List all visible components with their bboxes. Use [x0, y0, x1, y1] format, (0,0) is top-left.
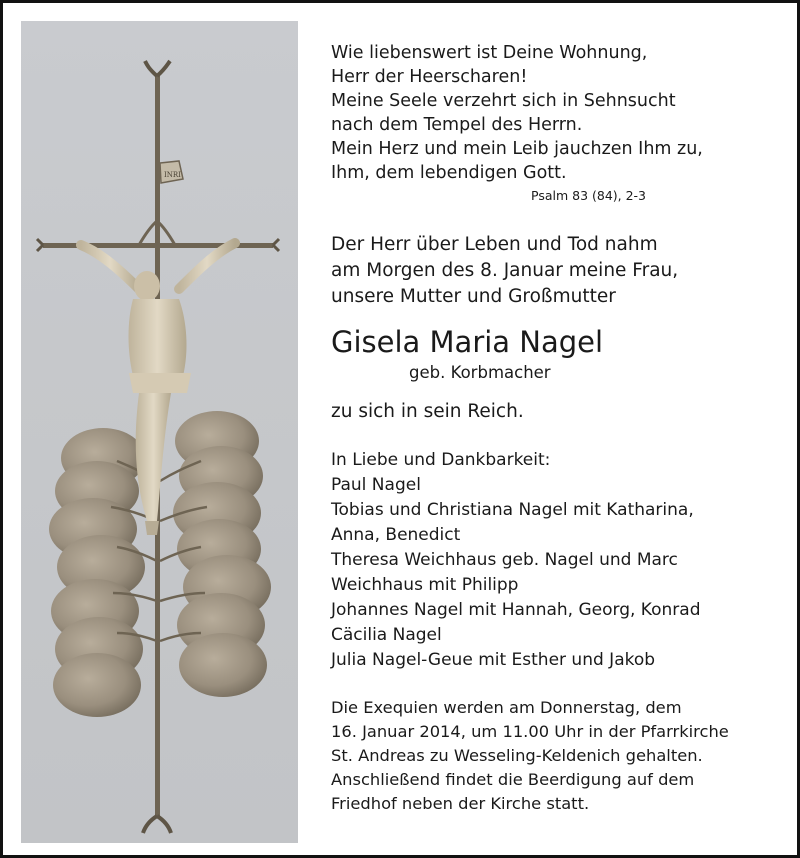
psalm-line: Mein Herz und mein Leib jauchzen Ihm zu, [331, 139, 703, 159]
crucifix-photo [21, 21, 298, 843]
mourner-line: Anna, Benedict [331, 525, 461, 545]
psalm-line: Meine Seele verzehrt sich in Sehnsucht [331, 91, 676, 111]
psalm-line: Ihm, dem lebendigen Gott. [331, 163, 567, 183]
psalm-reference: Psalm 83 (84), 2-3 [531, 188, 647, 203]
maiden-name: geb. Korbmacher [409, 363, 551, 382]
leaf-decoration-right [173, 411, 271, 697]
closing-line: zu sich in sein Reich. [331, 401, 524, 422]
psalm-line: Wie liebenswert ist Deine Wohnung, [331, 43, 648, 63]
funeral-line: St. Andreas zu Wesseling-Keldenich gehalten. [331, 746, 703, 765]
funeral-line: 16. Januar 2014, um 11.00 Uhr in der Pfarrkirche [331, 722, 729, 741]
deceased-name: Gisela Maria Nagel [331, 325, 604, 359]
mourner-line: Paul Nagel [331, 475, 421, 495]
funeral-line: Die Exequien werden am Donnerstag, dem [331, 698, 682, 717]
mourner-line: Theresa Weichhaus geb. Nagel und Marc [331, 550, 678, 570]
mourner-line: Tobias und Christiana Nagel mit Katharina, [331, 500, 694, 520]
inri-tablet-icon [160, 161, 183, 183]
mourner-line: Cäcilia Nagel [331, 625, 442, 645]
mourner-line: Johannes Nagel mit Hannah, Georg, Konrad [331, 600, 701, 620]
announcement-line: Der Herr über Leben und Tod nahm [331, 234, 658, 255]
crucifix-icon [21, 21, 298, 843]
mourners-heading: In Liebe und Dankbarkeit: [331, 450, 551, 470]
psalm-line: nach dem Tempel des Herrn. [331, 115, 583, 135]
svg-text:INRI: INRI [164, 171, 181, 179]
mourner-line: Weichhaus mit Philipp [331, 575, 519, 595]
psalm-line: Herr der Heerscharen! [331, 67, 528, 87]
announcement-line: unsere Mutter und Großmutter [331, 286, 616, 307]
mourner-line: Julia Nagel-Geue mit Esther und Jakob [331, 650, 656, 670]
funeral-line: Anschließend findet die Beerdigung auf dem [331, 770, 695, 789]
announcement-line: am Morgen des 8. Januar meine Frau, [331, 260, 679, 281]
funeral-line: Friedhof neben der Kirche statt. [331, 794, 590, 813]
leaf-decoration-left [49, 428, 145, 717]
